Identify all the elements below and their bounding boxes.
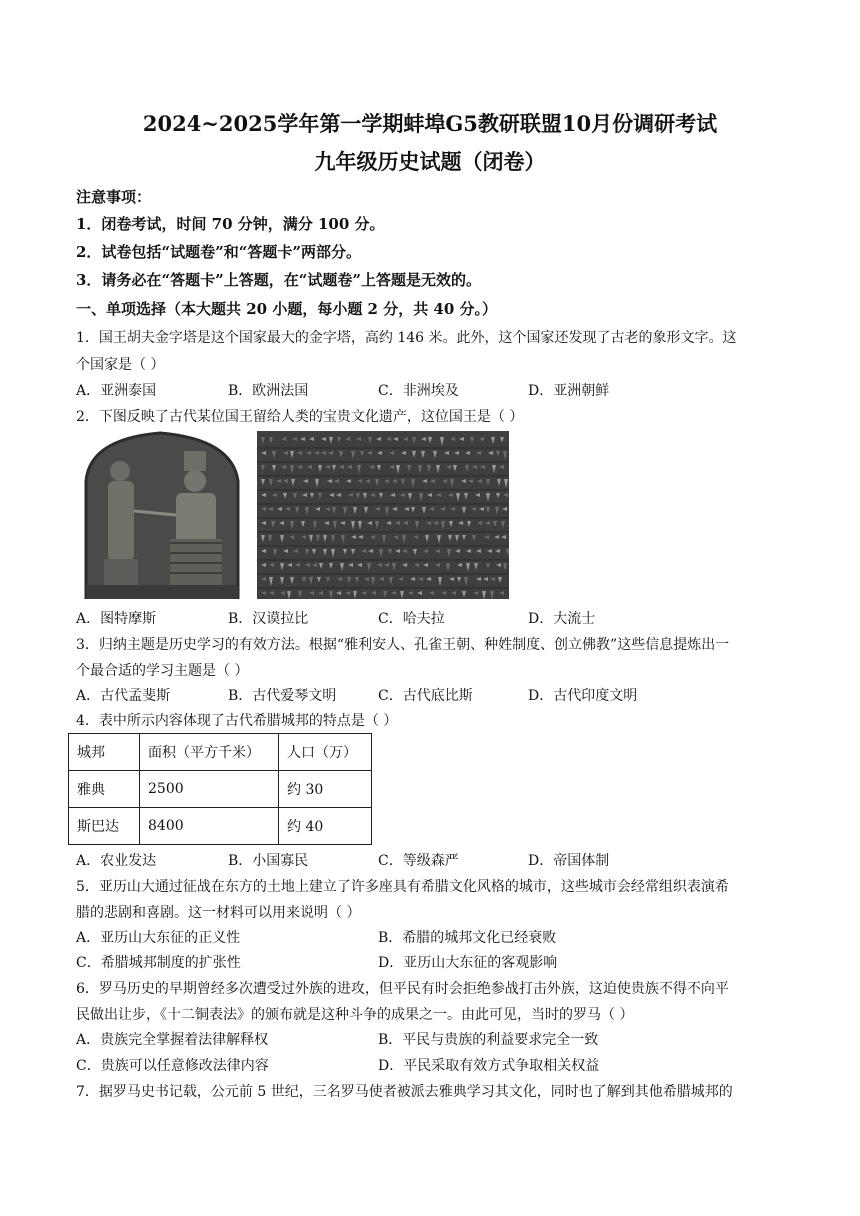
question-3-text: 3．归纳主题是历史学习的有效方法。根据“雅利安人、孔雀王朝、种姓制度、创立佛教”这些信息提炼出一 (76, 637, 730, 653)
option-c: C．等级森严 (378, 853, 459, 869)
section-heading: 一、单项选择（本大题共 20 小题，每小题 2 分，共 40 分。） (76, 300, 498, 318)
option-b: B．希腊的城邦文化已经衰败 (378, 930, 557, 946)
question-6-text-cont: 民做出让步，《十二铜表法》的颁布就是这种斗争的成果之一。由此可见，当时的罗马（ ） (76, 1007, 634, 1023)
table-cell: 约 40 (279, 808, 372, 845)
option-a: A．贵族完全掌握着法律解释权 (76, 1032, 269, 1048)
table-row (69, 771, 372, 808)
option-d: D．平民采取有效方式争取相关权益 (378, 1058, 600, 1074)
question-2-text: 2．下图反映了古代某位国王留给人类的宝贵文化遗产，这位国王是（ ） (76, 409, 524, 425)
option-c: C．哈夫拉 (378, 611, 445, 627)
option-c: C．古代底比斯 (378, 688, 473, 704)
option-d: D．帝国体制 (528, 853, 610, 869)
option-b: B．古代爱琴文明 (228, 688, 337, 704)
option-d: D．亚历山大东征的客观影响 (378, 955, 558, 971)
question-4-text: 4．表中所示内容体现了古代希腊城邦的特点是（ ） (76, 713, 398, 729)
question-7-text: 7．据罗马史书记载，公元前 5 世纪，三名罗马使者被派去雅典学习其文化，同时也了解到其他希腊城邦的 (76, 1084, 733, 1100)
option-b: B．小国寡民 (228, 853, 309, 869)
notice-item: 1．闭卷考试，时间 70 分钟，满分 100 分。 (76, 215, 385, 233)
option-b: B．欧洲法国 (228, 383, 309, 399)
table-cell: 雅典 (69, 771, 140, 808)
question-5-text-cont: 腊的悲剧和喜剧。这一材料可以用来说明（ ） (76, 905, 361, 921)
option-a: A．亚历山大东征的正义性 (76, 930, 241, 946)
notice-item: 2．试卷包括“试题卷”和“答题卡”两部分。 (76, 243, 361, 261)
option-c: C．希腊城邦制度的扩张性 (76, 955, 241, 971)
table-cell: 约 30 (279, 771, 372, 808)
table-cell: 斯巴达 (69, 808, 140, 845)
table-header-row (69, 734, 372, 771)
option-a: A．古代孟斐斯 (76, 688, 171, 704)
option-d: D．大流士 (528, 611, 596, 627)
table-row (69, 808, 372, 845)
table-header-cell: 城邦 (69, 734, 140, 771)
question-3-text-cont: 个最合适的学习主题是（ ） (76, 663, 249, 679)
option-d: D．古代印度文明 (528, 688, 638, 704)
option-a: A．亚洲泰国 (76, 383, 157, 399)
option-d: D．亚洲朝鲜 (528, 383, 610, 399)
exam-subtitle: 九年级历史试题（闭卷） (314, 149, 546, 174)
option-b: B．平民与贵族的利益要求完全一致 (378, 1032, 599, 1048)
question-5-text: 5．亚历山大通过征战在东方的土地上建立了许多座具有希腊文化风格的城市，这些城市会经常组织表演希 (76, 879, 729, 895)
table-header-cell: 人口（万） (279, 734, 372, 771)
option-a: A．图特摩斯 (76, 611, 157, 627)
question-6-text: 6．罗马历史的早期曾经多次遭受过外族的进攻，但平民有时会拒绝参战打击外族，这迫使贵族不得不向平 (76, 981, 729, 997)
table-header-cell: 面积（平方千米） (140, 734, 279, 771)
exam-title: 2024~2025学年第一学期蚌埠G5教研联盟10月份调研考试 (142, 111, 718, 136)
option-b: B．汉谟拉比 (228, 611, 309, 627)
notice-heading: 注意事项： (76, 188, 152, 206)
notice-item: 3．请务必在“答题卡”上答题，在“试题卷”上答题是无效的。 (76, 271, 481, 289)
option-c: C．贵族可以任意修改法律内容 (76, 1058, 269, 1074)
stele-relief-image (80, 431, 243, 599)
cuneiform-inscription-image (257, 431, 509, 599)
question-1-text-cont: 个国家是（ ） (76, 357, 165, 373)
table-cell: 2500 (140, 771, 279, 808)
question-1-text: 1．国王胡夫金字塔是这个国家最大的金字塔，高约 146 米。此外，这个国家还发现了古老的象形文字。这 (76, 330, 737, 346)
option-a: A．农业发达 (76, 853, 157, 869)
table-cell: 8400 (140, 808, 279, 845)
city-state-table (68, 733, 372, 845)
option-c: C．非洲埃及 (378, 383, 459, 399)
